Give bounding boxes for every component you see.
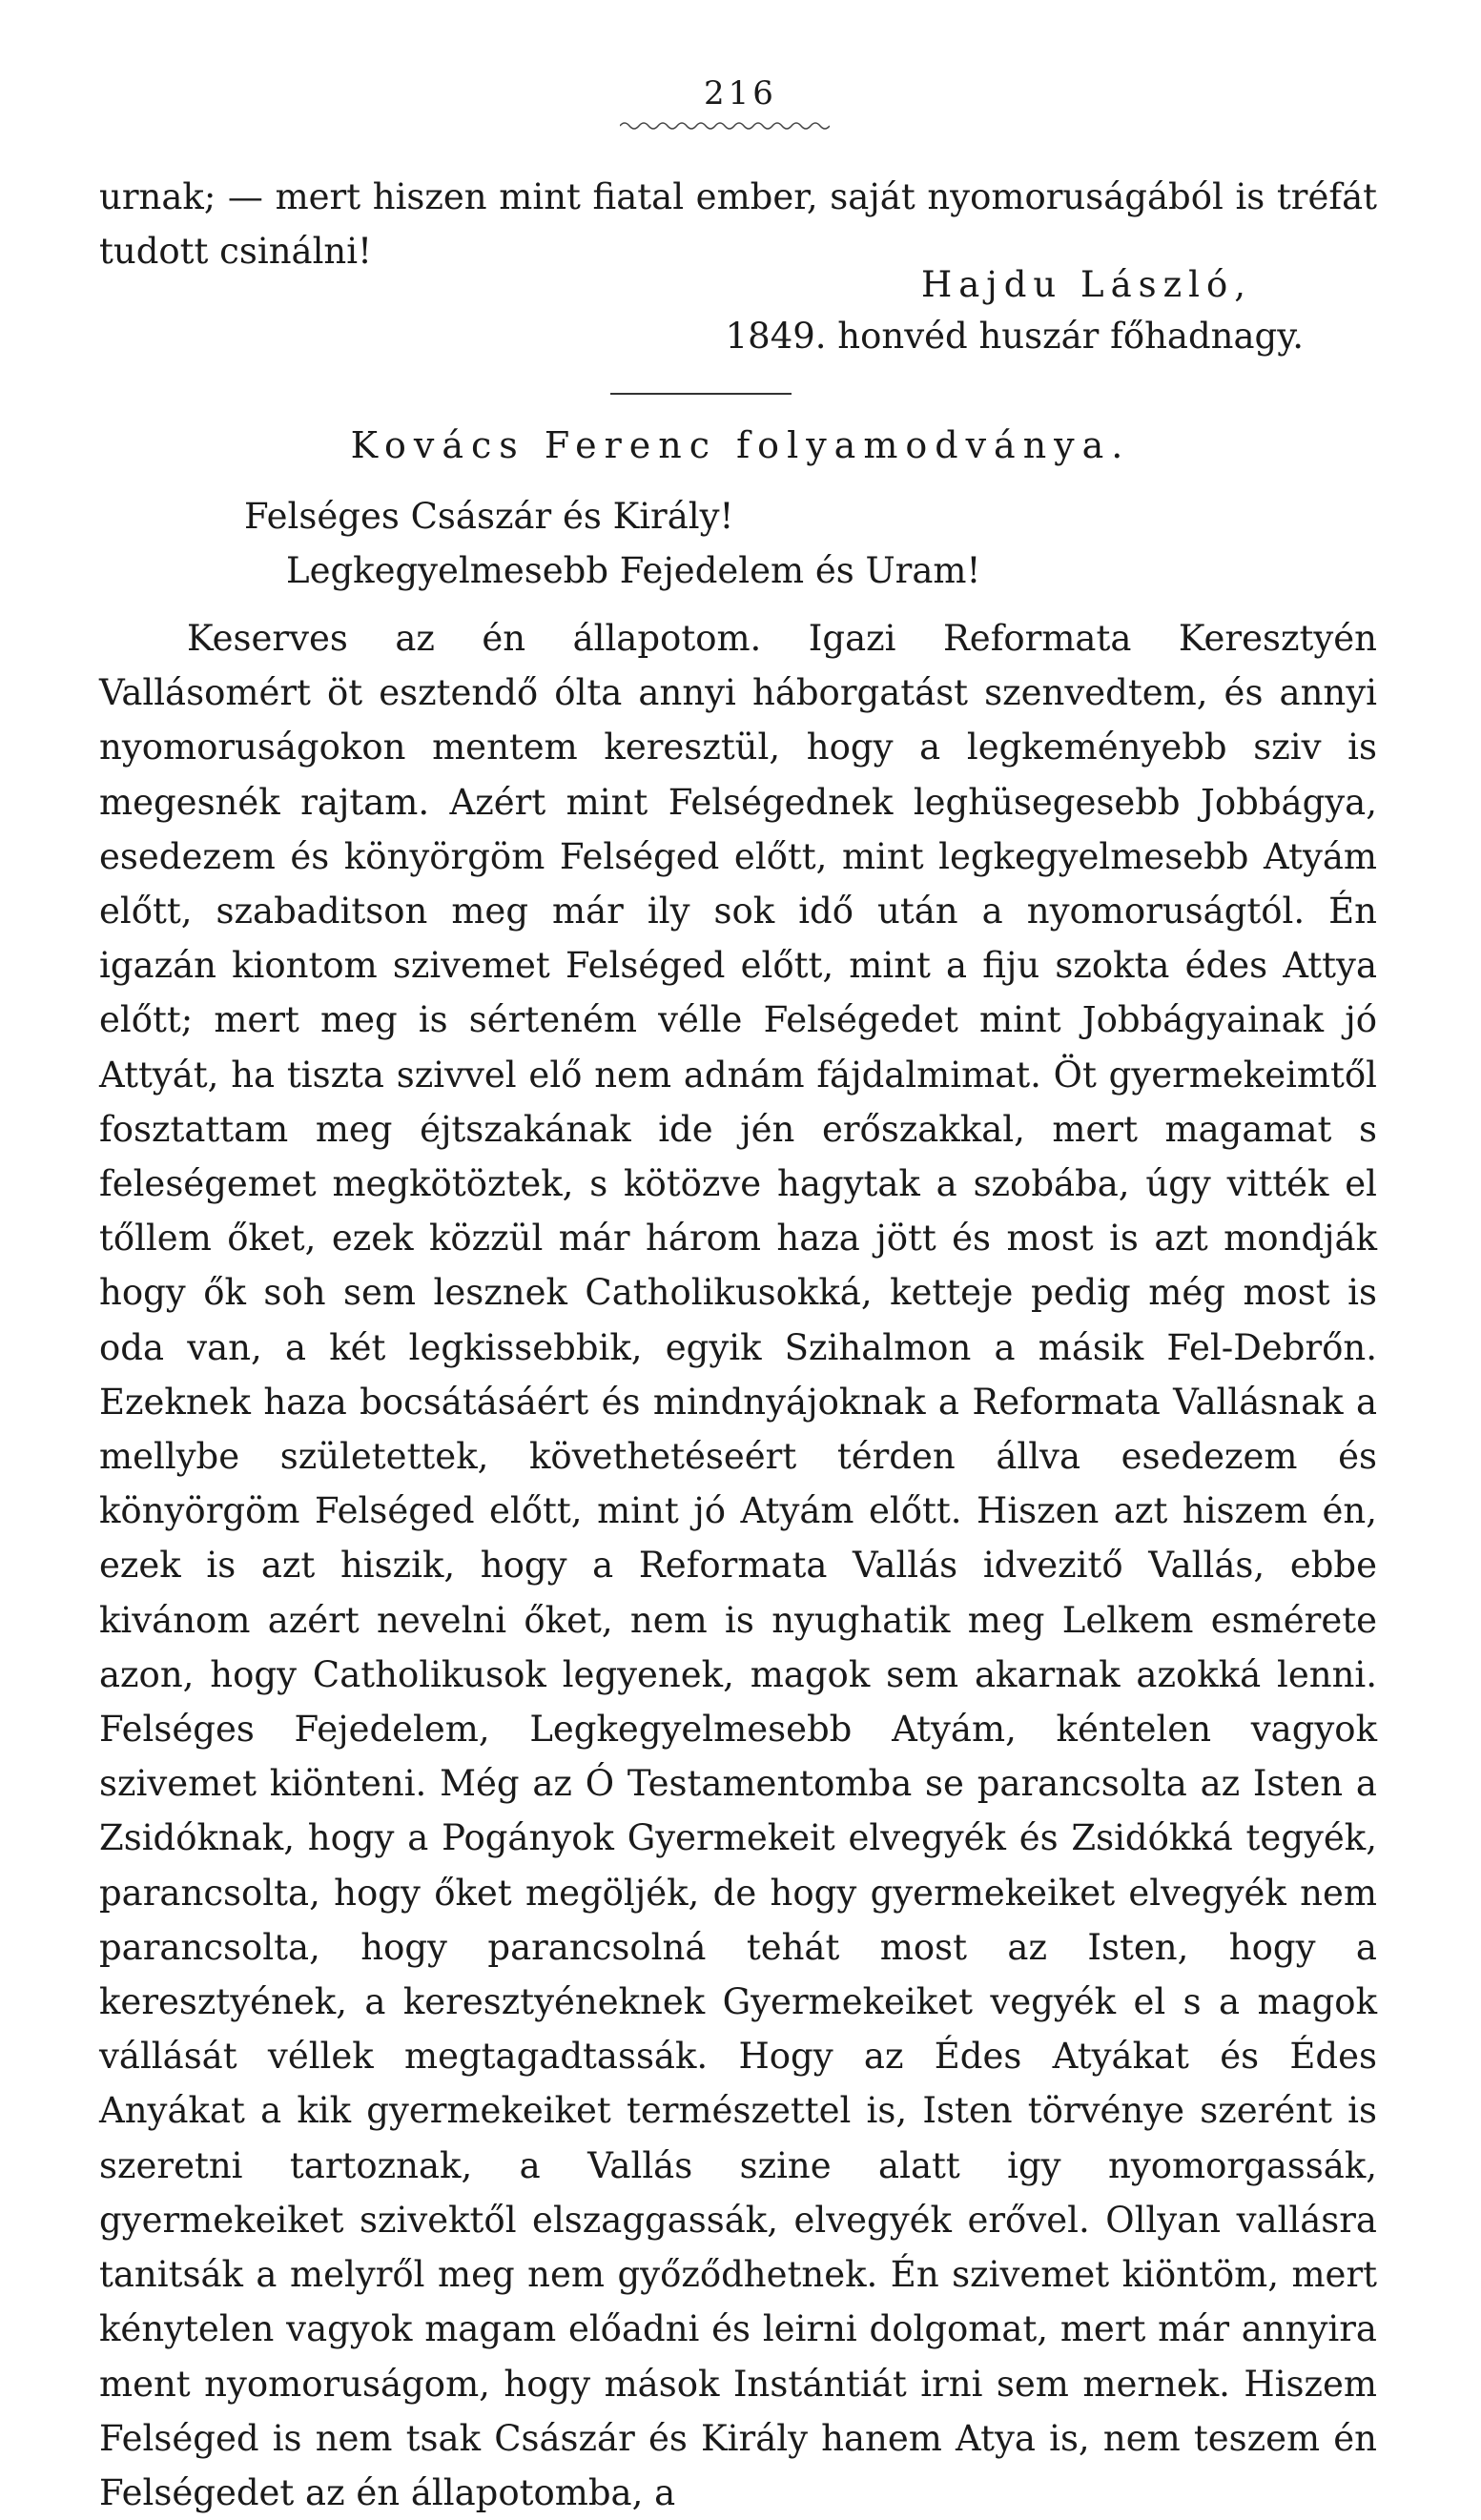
page-number: 216 bbox=[704, 74, 777, 113]
page-number-ornament bbox=[620, 120, 830, 132]
petition-body bbox=[99, 611, 1377, 2520]
section-divider bbox=[610, 393, 792, 395]
signature-title: 1849. honvéd huszár főhadnagy. bbox=[725, 316, 1304, 357]
opening-text: urnak; — mert hiszen mint fiatal ember, saját nyomoruságából is tréfát tudott csinálni! bbox=[99, 176, 1377, 273]
signature-name: Hajdu László, bbox=[920, 264, 1252, 305]
salutation-line-1: Felséges Császár és Király! bbox=[244, 496, 734, 537]
petition-title: Kovács Ferenc folyamodványa. bbox=[350, 424, 1131, 466]
signature-title-line bbox=[0, 316, 1481, 357]
signature-name-line bbox=[0, 264, 1481, 305]
opening-paragraph bbox=[99, 170, 1377, 279]
petition-body-text: Keserves az én állapotom. Igazi Reformata Keresztyén Vallásomért öt esztendő ólta annyi háborgatást szenvedtem, és annyi nyomoruságokon mentem keresztül, hogy a legkeményebb sziv is megesnék rajtam. Azért mint Felségednek leghüsegesebb Jobbágya, esedezem és könyörgöm Felséged előtt, mint legkegyelmesebb Atyám előtt, szabaditson meg már ily sok idő után a nyomoruságtól. Én igazán kiontom szivemet Felséged előtt, mint a fiju szokta édes Attya előtt; mert meg is sérteném vélle Felségedet mint Jobbágyainak jó Attyát, ha tiszta szivvel elő nem adnám fájdalmimat. Öt gyermekeimtől fosztattam meg éjtszakának ide jén erőszakkal, mert magamat s feleségemet megkötöztek, s kötözve hagytak a szobába, úgy vitték el tőllem őket, ezek közzül már három haza jött és most is azt mondják hogy ők soh sem lesznek Catholikusokká, ketteje pedig még most is oda van, a két legkissebbik, egyik Szihalmon a másik Fel-Debrőn. Ezeknek haza bocsátásáért és mindnyájoknak a Reformata Vallásnak a mellybe születettek, követhetéseért térden állva esedezem és könyörgöm Felséged előtt, mint jó Atyám előtt. Hiszen azt hiszem én, ezek is azt hiszik, hogy a Reformata Vallás idvezitő Vallás, ebbe kivánom azért nevelni őket, nem is nyughatik meg Lelkem esméretе azon, hogy Catholikusok legyenek, magok sem akarnak azokká lenni. Felséges Fejedelem, Legkegyelmesebb Atyám, kéntelen vagyok szivemet kiönteni. Még az Ó Testamentomba se parancsolta az Isten a Zsidóknak, hogy a Pogányok Gyermekeit elvegyék és Zsidókká tegyék, parancsolta, hogy őket megöljék, de hogy gyermekeiket elvegyék nem parancsolta, hogy parancsolná tehát most az Isten, hogy a keresztyének, a keresztyéneknek Gyermekeiket vegyék el s a magok vállását véllek megtagadtassák. Hogy az Édes Atyákat és Édes Anyákat a kik gyermekeiket természettel is, Isten törvénye szerént is szeretni tartoznak, a Vallás szine alatt igy nyomorgassák, gyermekeiket szivektől elszaggassák, elvegyék erővel. Ollyan vallásra tanitsák a melyről meg nem győződhetnek. Én szivemet kiöntöm, mert kénytelen vagyok magam előadni és leirni dolgomat, mert már annyira ment nyomoruságom, hogy mások Instántiát irni sem mernek. Hiszem Felséged is nem tsak Császár és Király hanem Atya is, nem teszem én Felségedet az én állapotomba, a bbox=[99, 618, 1377, 2513]
salutation-line-2: Legkegyelmesebb Fejedelem és Uram! bbox=[286, 550, 981, 591]
